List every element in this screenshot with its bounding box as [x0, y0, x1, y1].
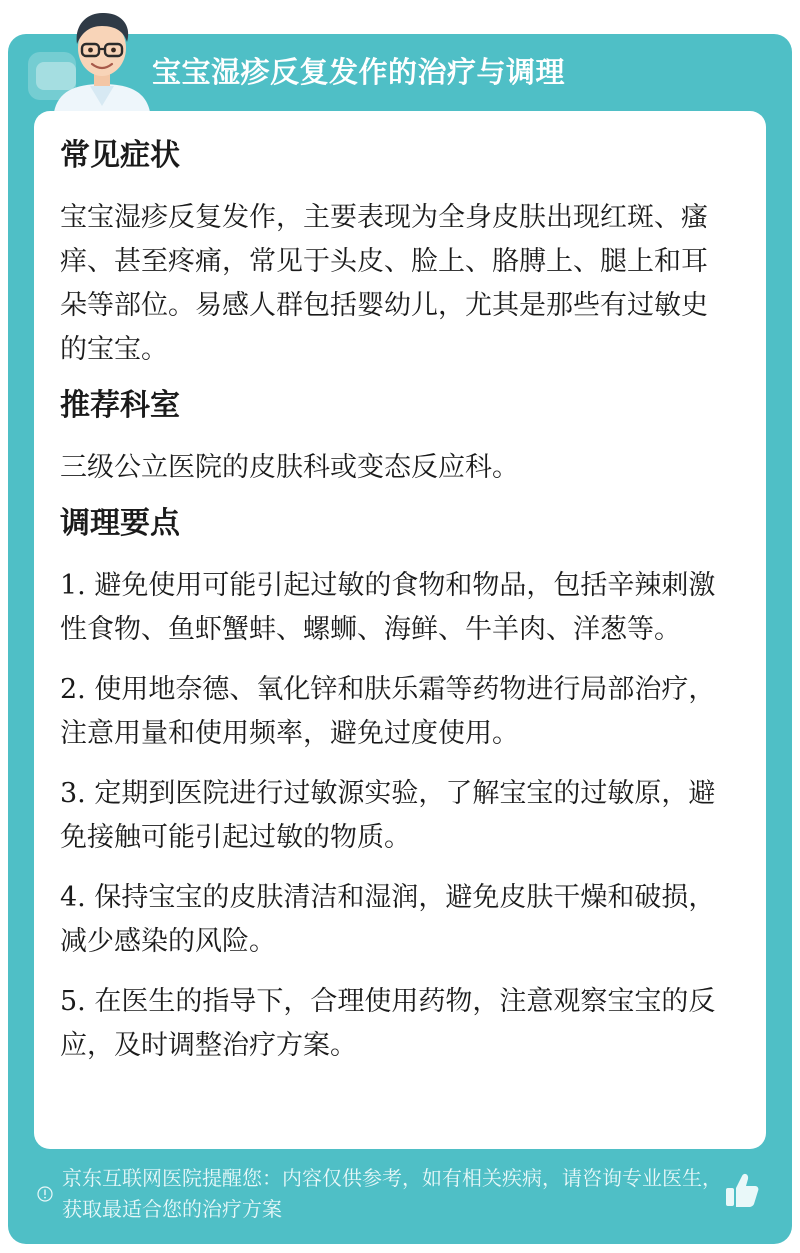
- list-item: [60, 668, 730, 756]
- list-item-number: 5.: [60, 986, 86, 1017]
- thumbs-up-icon[interactable]: [724, 1170, 760, 1210]
- page-title: 宝宝湿疹反复发作的治疗与调理: [152, 55, 566, 89]
- list-item-text: 定期到医院进行过敏源实验，了解宝宝的过敏原，避免接触可能引起过敏的物质。: [60, 778, 716, 853]
- department-text: 三级公立医院的皮肤科或变态反应科。: [60, 452, 519, 483]
- doctor-avatar-icon: [44, 6, 160, 112]
- list-item: [60, 564, 730, 652]
- section-title-department: 推荐科室: [60, 388, 180, 423]
- section-title-symptoms: 常见症状: [60, 138, 180, 173]
- article-content: [60, 124, 730, 1084]
- list-item-number: 4.: [60, 882, 86, 913]
- list-item-number: 1.: [60, 570, 86, 601]
- symptoms-text: 宝宝湿疹反复发作，主要表现为全身皮肤出现红斑、瘙痒、甚至疼痛，常见于头皮、脸上、胳膊上、腿上和耳朵等部位。易感人群包括婴幼儿，尤其是那些有过敏史的宝宝。: [60, 202, 708, 365]
- list-item-number: 3.: [60, 778, 86, 809]
- footer-disclaimer: 京东互联网医院提醒您：内容仅供参考，如有相关疾病，请咨询专业医生，获取最适合您的治疗方案: [62, 1166, 722, 1221]
- section-title-care: 调理要点: [60, 506, 180, 541]
- list-item-text: 避免使用可能引起过敏的食物和物品，包括辛辣刺激性食物、鱼虾蟹蚌、螺蛳、海鲜、牛羊肉、洋葱等。: [60, 570, 716, 645]
- list-item: [60, 980, 730, 1068]
- list-item: [60, 772, 730, 860]
- info-icon: [37, 1186, 53, 1202]
- list-item-text: 使用地奈德、氧化锌和肤乐霜等药物进行局部治疗，注意用量和使用频率，避免过度使用。: [60, 674, 716, 749]
- list-item: [60, 876, 730, 964]
- list-item-text: 在医生的指导下，合理使用药物，注意观察宝宝的反应，及时调整治疗方案。: [60, 986, 716, 1061]
- list-item-number: 2.: [60, 674, 86, 705]
- list-item-text: 保持宝宝的皮肤清洁和湿润，避免皮肤干燥和破损，减少感染的风险。: [60, 882, 716, 957]
